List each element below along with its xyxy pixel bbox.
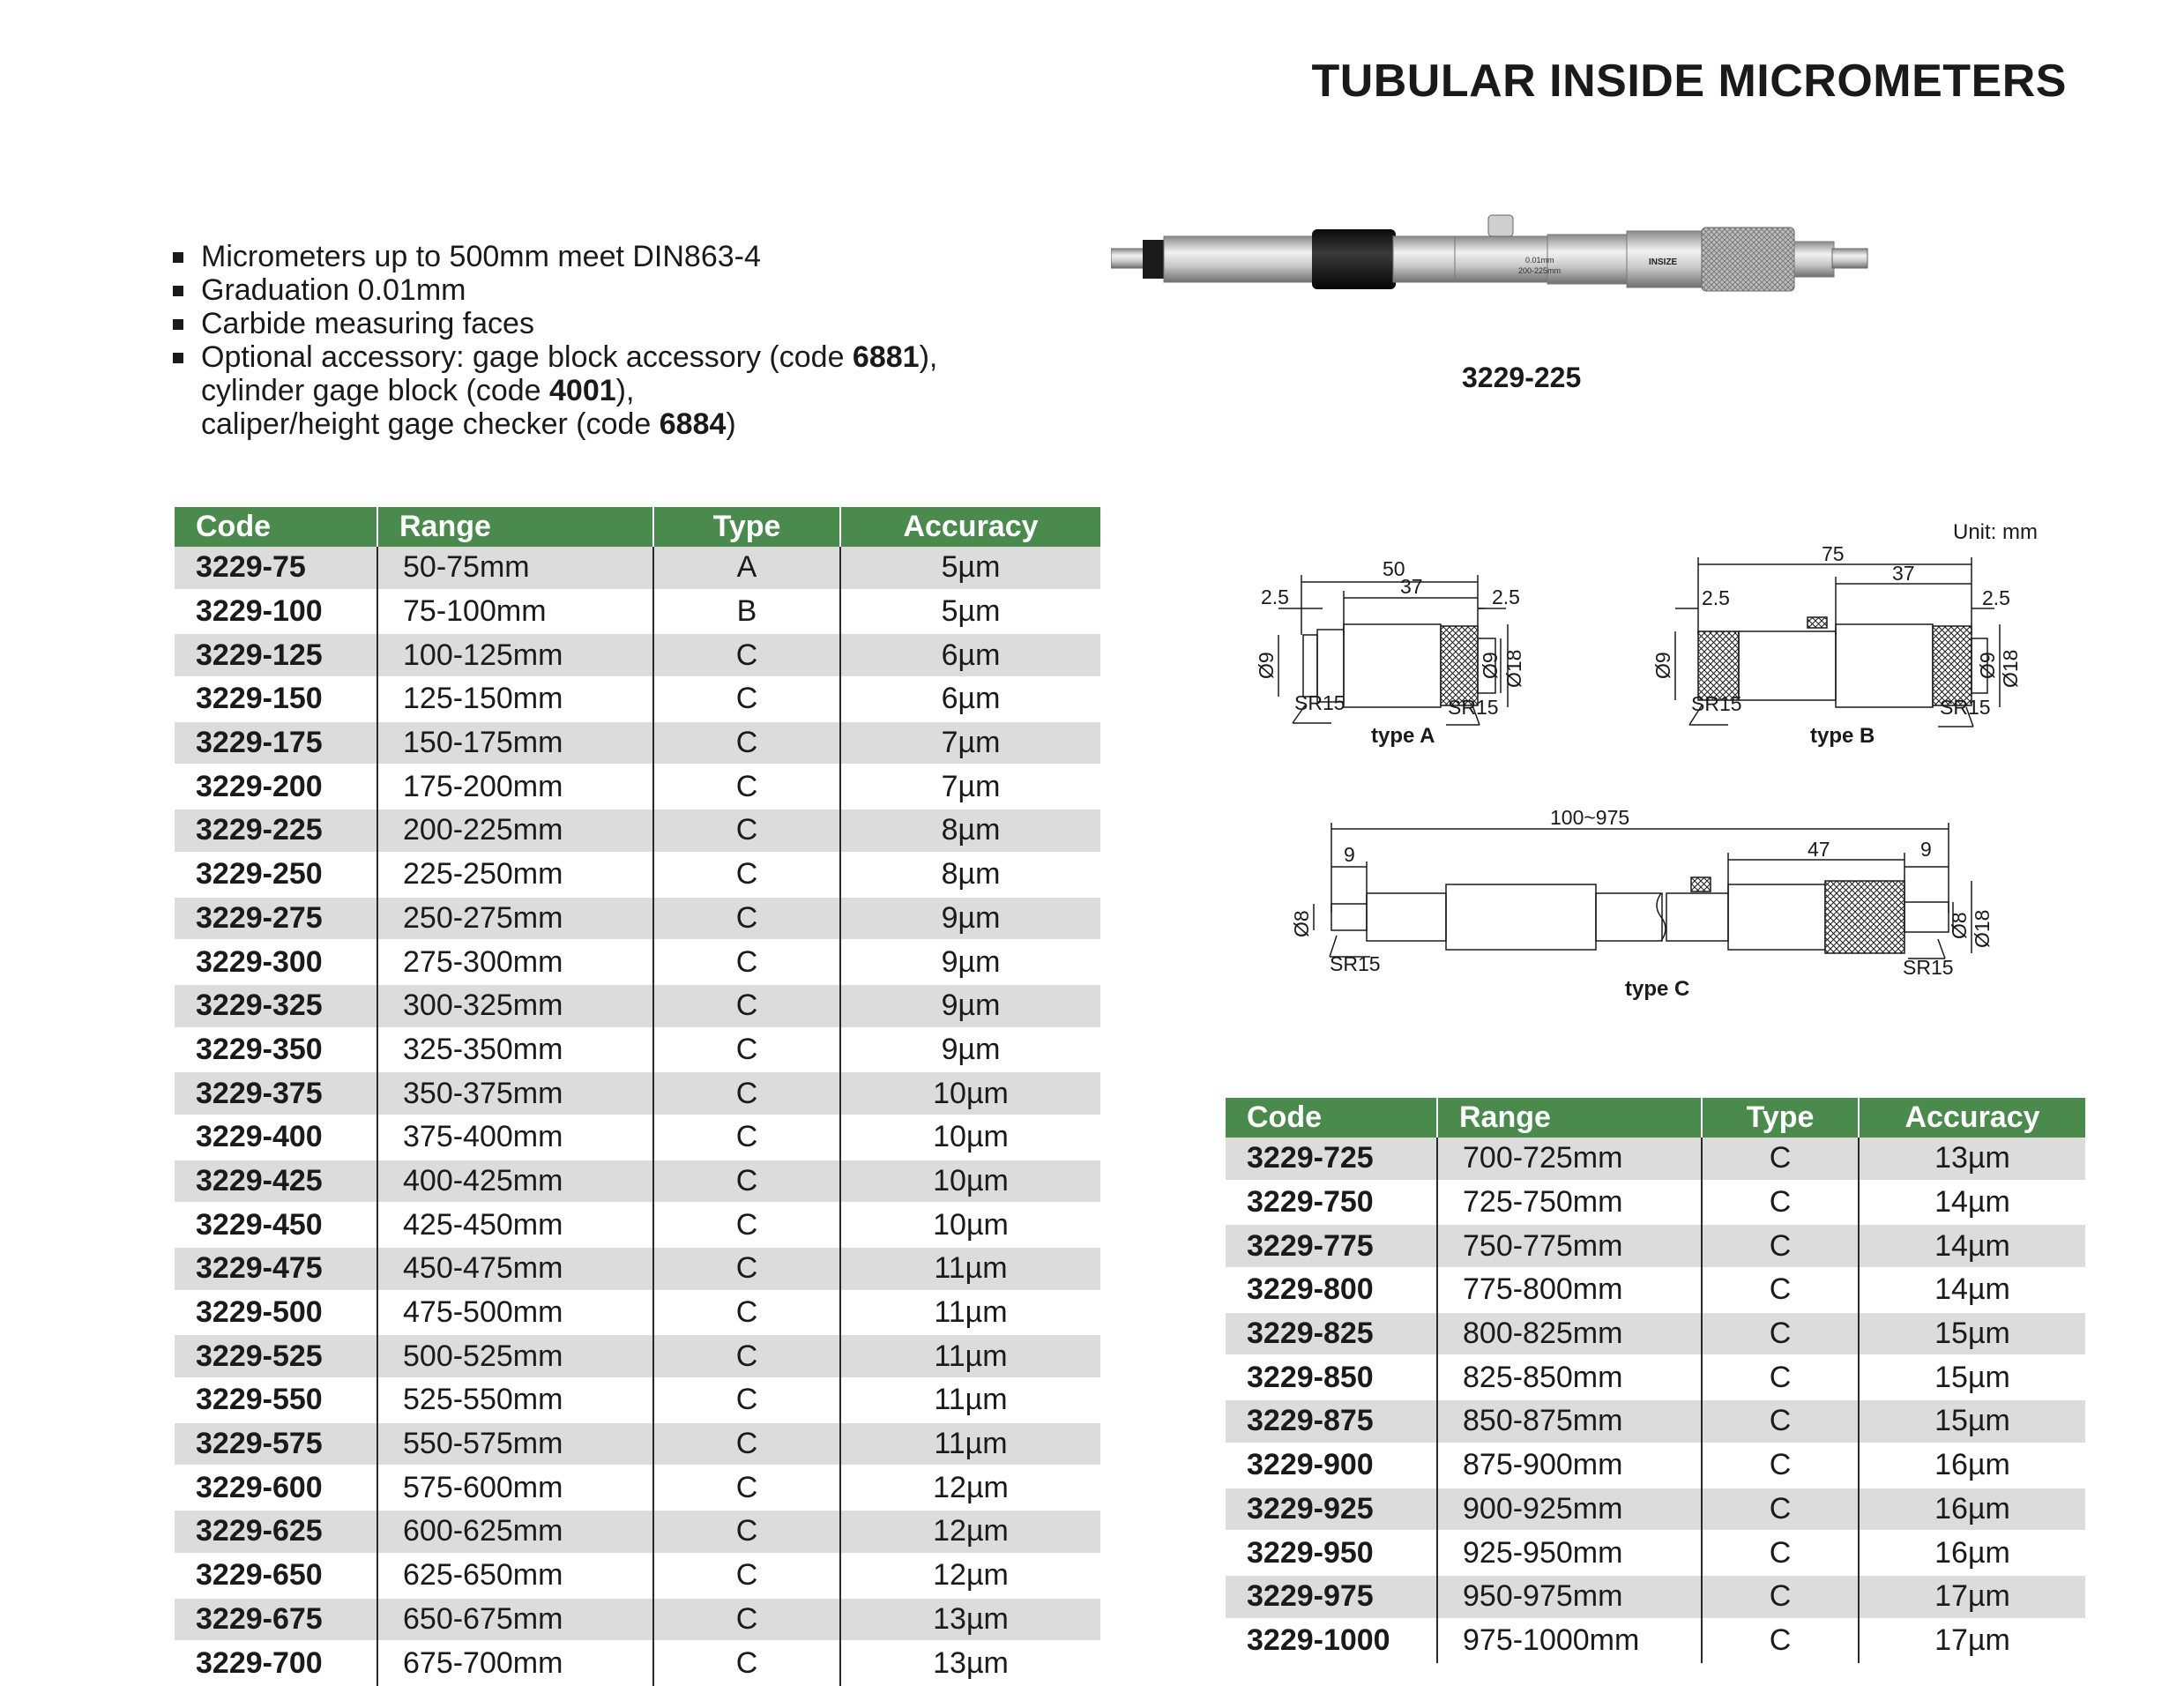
dim-label: SR15	[1448, 696, 1499, 719]
cell-type: B	[653, 590, 840, 634]
dim-label: 9	[1344, 843, 1355, 866]
dim-label: Ø18	[1999, 649, 2022, 688]
cell-accuracy: 16µm	[1859, 1531, 2085, 1575]
cell-range: 525-550mm	[377, 1378, 653, 1422]
table-row	[175, 677, 1100, 721]
accessory-code: 4001	[549, 374, 616, 407]
cell-code: 3229-725	[1226, 1138, 1437, 1181]
table-row	[175, 1115, 1100, 1160]
dim-label: SR15	[1330, 952, 1381, 975]
table-row	[175, 1160, 1100, 1204]
cell-accuracy: 10µm	[840, 1203, 1100, 1247]
dim-label: 2.5	[1492, 586, 1520, 608]
table-row	[175, 1247, 1100, 1291]
cell-range: 625-650mm	[377, 1554, 653, 1598]
cell-type: C	[653, 1115, 840, 1160]
cell-range: 875-900mm	[1437, 1444, 1702, 1488]
header-accuracy: Accuracy	[840, 507, 1100, 547]
cell-type: C	[653, 1071, 840, 1115]
cell-code: 3229-500	[175, 1291, 377, 1335]
cell-type: C	[653, 1028, 840, 1072]
dim-label: Ø8	[1290, 910, 1313, 937]
dim-label: Ø9	[1651, 652, 1674, 679]
cell-code: 3229-925	[1226, 1488, 1437, 1532]
cell-range: 475-500mm	[377, 1291, 653, 1335]
cell-type: C	[1702, 1399, 1859, 1444]
cell-type: C	[653, 1378, 840, 1422]
product-photo	[1111, 203, 1935, 317]
dim-label: SR15	[1294, 691, 1345, 714]
feature-text: Optional accessory: gage block accessory (code	[201, 340, 853, 374]
cell-range: 900-925mm	[1437, 1488, 1702, 1532]
cell-accuracy: 9µm	[840, 897, 1100, 941]
cell-type: C	[653, 633, 840, 677]
dim-label: 75	[1822, 547, 1845, 565]
cell-type: C	[1702, 1268, 1859, 1312]
table-row	[1226, 1312, 2085, 1356]
cell-accuracy: 7µm	[840, 721, 1100, 765]
cell-accuracy: 11µm	[840, 1334, 1100, 1378]
table-row	[175, 897, 1100, 941]
dim-label: 2.5	[1982, 586, 2010, 609]
cell-type: C	[653, 853, 840, 897]
table-row	[175, 1510, 1100, 1554]
cell-code: 3229-525	[175, 1334, 377, 1378]
cell-type: C	[653, 1598, 840, 1642]
cell-accuracy: 16µm	[1859, 1444, 2085, 1488]
table-row	[175, 590, 1100, 634]
dim-label: 37	[1892, 562, 1915, 585]
dim-label: Ø18	[1502, 649, 1525, 688]
cell-code: 3229-75	[175, 547, 377, 590]
cell-type: C	[1702, 1181, 1859, 1225]
photo-caption: 3229-225	[1462, 362, 1582, 393]
feature-text: )	[726, 407, 736, 441]
feature-item	[173, 307, 1055, 340]
table-row	[1226, 1444, 2085, 1488]
cell-accuracy: 14µm	[1859, 1268, 2085, 1312]
dim-label: 47	[1808, 838, 1830, 861]
cell-accuracy: 14µm	[1859, 1224, 2085, 1268]
table-row	[175, 1378, 1100, 1422]
cell-code: 3229-400	[175, 1115, 377, 1160]
cell-accuracy: 9µm	[840, 1028, 1100, 1072]
table-row	[175, 1203, 1100, 1247]
feature-text: cylinder gage block (code	[201, 374, 550, 407]
cell-range: 700-725mm	[1437, 1138, 1702, 1181]
table-row	[175, 1071, 1100, 1115]
cell-code: 3229-650	[175, 1554, 377, 1598]
dim-label: Ø9	[1479, 652, 1502, 679]
table-row	[175, 853, 1100, 897]
header-code: Code	[1226, 1098, 1437, 1138]
cell-accuracy: 14µm	[1859, 1181, 2085, 1225]
cell-range: 850-875mm	[1437, 1399, 1702, 1444]
accessory-code: 6881	[852, 340, 920, 374]
feature-item	[173, 240, 1055, 273]
table-row	[175, 633, 1100, 677]
cell-accuracy: 13µm	[1859, 1138, 2085, 1181]
cell-type: C	[1702, 1488, 1859, 1532]
bullet-icon	[173, 252, 183, 263]
cell-type: C	[653, 1291, 840, 1335]
cell-range: 925-950mm	[1437, 1531, 1702, 1575]
diagram-type-b	[1649, 547, 2054, 758]
dim-label: Ø18	[1971, 909, 1994, 948]
cell-type: C	[653, 1641, 840, 1685]
cell-code: 3229-475	[175, 1247, 377, 1291]
cell-range: 600-625mm	[377, 1510, 653, 1554]
cell-code: 3229-300	[175, 940, 377, 984]
cell-code: 3229-600	[175, 1466, 377, 1510]
cell-accuracy: 6µm	[840, 633, 1100, 677]
cell-code: 3229-100	[175, 590, 377, 634]
feature-text: Carbide measuring faces	[201, 307, 534, 340]
cell-type: C	[1702, 1575, 1859, 1619]
accessory-code: 6884	[659, 407, 727, 441]
table-row	[1226, 1399, 2085, 1444]
dim-label: SR15	[1903, 956, 1954, 979]
cell-type: A	[653, 547, 840, 590]
table-row	[175, 1422, 1100, 1466]
cell-accuracy: 15µm	[1859, 1355, 2085, 1399]
cell-range: 375-400mm	[377, 1115, 653, 1160]
header-type: Type	[653, 507, 840, 547]
diagram-type-a	[1252, 547, 1587, 758]
cell-type: C	[653, 1160, 840, 1204]
cell-accuracy: 12µm	[840, 1466, 1100, 1510]
cell-type: C	[653, 1247, 840, 1291]
cell-range: 350-375mm	[377, 1071, 653, 1115]
cell-accuracy: 17µm	[1859, 1575, 2085, 1619]
table-row	[1226, 1531, 2085, 1575]
cell-accuracy: 17µm	[1859, 1619, 2085, 1663]
feature-item	[173, 273, 1055, 307]
cell-code: 3229-625	[175, 1510, 377, 1554]
table-row	[175, 721, 1100, 765]
dim-label: Ø8	[1948, 912, 1971, 939]
dim-label: 37	[1400, 575, 1423, 598]
cell-range: 225-250mm	[377, 853, 653, 897]
cell-range: 450-475mm	[377, 1247, 653, 1291]
spec-table-left	[175, 507, 1100, 1686]
cell-range: 100-125mm	[377, 633, 653, 677]
cell-code: 3229-675	[175, 1598, 377, 1642]
feature-text: ),	[919, 340, 938, 374]
cell-range: 650-675mm	[377, 1598, 653, 1642]
cell-code: 3229-575	[175, 1422, 377, 1466]
table-row	[175, 1598, 1100, 1642]
header-type: Type	[1702, 1098, 1859, 1138]
cell-accuracy: 9µm	[840, 940, 1100, 984]
cell-range: 75-100mm	[377, 590, 653, 634]
cell-type: C	[653, 897, 840, 941]
cell-code: 3229-375	[175, 1071, 377, 1115]
photo-scale-text: 200-225mm	[1518, 266, 1562, 275]
feature-text: Graduation 0.01mm	[201, 273, 466, 307]
dim-label: 100~975	[1550, 807, 1630, 829]
cell-range: 300-325mm	[377, 984, 653, 1028]
photo-scale-text: 0.01mm	[1525, 256, 1554, 265]
diagram-caption: type B	[1810, 724, 1875, 748]
cell-type: C	[653, 721, 840, 765]
cell-code: 3229-125	[175, 633, 377, 677]
dim-label: 2.5	[1261, 586, 1289, 608]
cell-type: C	[1702, 1444, 1859, 1488]
cell-code: 3229-325	[175, 984, 377, 1028]
cell-code: 3229-425	[175, 1160, 377, 1204]
cell-range: 975-1000mm	[1437, 1619, 1702, 1663]
dim-label: 2.5	[1702, 586, 1730, 609]
bullet-icon	[173, 353, 183, 363]
cell-type: C	[1702, 1312, 1859, 1356]
table-row	[175, 984, 1100, 1028]
cell-type: C	[1702, 1355, 1859, 1399]
cell-accuracy: 13µm	[840, 1641, 1100, 1685]
table-header-row	[1226, 1098, 2085, 1138]
diagram-caption: type C	[1625, 977, 1690, 1001]
table-row	[1226, 1224, 2085, 1268]
dim-label: Ø9	[1976, 652, 1999, 679]
bullet-icon	[173, 319, 183, 330]
cell-type: C	[653, 1466, 840, 1510]
cell-code: 3229-775	[1226, 1224, 1437, 1268]
cell-code: 3229-350	[175, 1028, 377, 1072]
header-code: Code	[175, 507, 377, 547]
dim-label: SR15	[1691, 692, 1742, 715]
cell-accuracy: 16µm	[1859, 1488, 2085, 1532]
cell-type: C	[653, 809, 840, 853]
cell-code: 3229-550	[175, 1378, 377, 1422]
table-row	[175, 1028, 1100, 1072]
table-row	[1226, 1138, 2085, 1181]
table-row	[175, 1641, 1100, 1685]
cell-code: 3229-175	[175, 721, 377, 765]
cell-range: 800-825mm	[1437, 1312, 1702, 1356]
cell-accuracy: 11µm	[840, 1422, 1100, 1466]
cell-type: C	[653, 1554, 840, 1598]
brand-logo: INSIZE	[1649, 257, 1678, 267]
cell-code: 3229-150	[175, 677, 377, 721]
cell-type: C	[653, 984, 840, 1028]
cell-code: 3229-875	[1226, 1399, 1437, 1444]
header-range: Range	[1437, 1098, 1702, 1138]
cell-accuracy: 12µm	[840, 1554, 1100, 1598]
cell-accuracy: 9µm	[840, 984, 1100, 1028]
header-range: Range	[377, 507, 653, 547]
cell-code: 3229-700	[175, 1641, 377, 1685]
cell-type: C	[653, 940, 840, 984]
feature-list	[173, 240, 1055, 441]
cell-range: 125-150mm	[377, 677, 653, 721]
cell-range: 950-975mm	[1437, 1575, 1702, 1619]
unit-note: Unit: mm	[1953, 520, 2038, 544]
cell-range: 500-525mm	[377, 1334, 653, 1378]
cell-code: 3229-950	[1226, 1531, 1437, 1575]
cell-accuracy: 10µm	[840, 1160, 1100, 1204]
cell-accuracy: 15µm	[1859, 1399, 2085, 1444]
cell-code: 3229-225	[175, 809, 377, 853]
cell-accuracy: 8µm	[840, 809, 1100, 853]
cell-code: 3229-750	[1226, 1181, 1437, 1225]
cell-accuracy: 10µm	[840, 1115, 1100, 1160]
table-row	[1226, 1488, 2085, 1532]
cell-code: 3229-450	[175, 1203, 377, 1247]
feature-item	[173, 340, 1055, 441]
cell-range: 200-225mm	[377, 809, 653, 853]
cell-range: 725-750mm	[1437, 1181, 1702, 1225]
table-row	[1226, 1619, 2085, 1663]
cell-type: C	[1702, 1138, 1859, 1181]
table-row	[175, 765, 1100, 809]
dim-label: 50	[1383, 557, 1405, 580]
cell-range: 400-425mm	[377, 1160, 653, 1204]
cell-accuracy: 6µm	[840, 677, 1100, 721]
cell-range: 750-775mm	[1437, 1224, 1702, 1268]
cell-accuracy: 11µm	[840, 1378, 1100, 1422]
cell-range: 825-850mm	[1437, 1355, 1702, 1399]
cell-accuracy: 11µm	[840, 1247, 1100, 1291]
table-row	[175, 1291, 1100, 1335]
cell-range: 550-575mm	[377, 1422, 653, 1466]
cell-range: 325-350mm	[377, 1028, 653, 1072]
cell-code: 3229-275	[175, 897, 377, 941]
table-row	[175, 809, 1100, 853]
cell-type: C	[1702, 1224, 1859, 1268]
cell-code: 3229-825	[1226, 1312, 1437, 1356]
table-row	[1226, 1355, 2085, 1399]
feature-text: Micrometers up to 500mm meet DIN863-4	[201, 240, 761, 273]
cell-accuracy: 10µm	[840, 1071, 1100, 1115]
table-row	[175, 1334, 1100, 1378]
cell-type: C	[653, 677, 840, 721]
cell-range: 575-600mm	[377, 1466, 653, 1510]
cell-range: 275-300mm	[377, 940, 653, 984]
feature-text: ),	[615, 374, 635, 407]
cell-range: 425-450mm	[377, 1203, 653, 1247]
feature-text: caliper/height gage checker (code	[201, 407, 660, 441]
diagram-caption: type A	[1371, 724, 1435, 748]
dim-label: SR15	[1940, 696, 1991, 719]
cell-accuracy: 5µm	[840, 590, 1100, 634]
cell-type: C	[653, 1422, 840, 1466]
cell-accuracy: 8µm	[840, 853, 1100, 897]
cell-accuracy: 5µm	[840, 547, 1100, 590]
cell-range: 175-200mm	[377, 765, 653, 809]
dim-label: Ø9	[1255, 652, 1278, 679]
cell-accuracy: 13µm	[840, 1598, 1100, 1642]
table-row	[1226, 1575, 2085, 1619]
table-header-row	[175, 507, 1100, 547]
cell-type: C	[653, 1334, 840, 1378]
cell-range: 150-175mm	[377, 721, 653, 765]
cell-range: 250-275mm	[377, 897, 653, 941]
cell-code: 3229-250	[175, 853, 377, 897]
table-row	[1226, 1181, 2085, 1225]
table-row	[175, 1554, 1100, 1598]
cell-code: 3229-800	[1226, 1268, 1437, 1312]
cell-type: C	[653, 1510, 840, 1554]
cell-code: 3229-1000	[1226, 1619, 1437, 1663]
dim-label: 9	[1920, 838, 1932, 861]
cell-type: C	[1702, 1619, 1859, 1663]
cell-type: C	[653, 1203, 840, 1247]
page-title: TUBULAR INSIDE MICROMETERS	[1311, 56, 2067, 107]
table-row	[175, 940, 1100, 984]
table-row	[175, 547, 1100, 590]
cell-range: 50-75mm	[377, 547, 653, 590]
cell-accuracy: 15µm	[1859, 1312, 2085, 1356]
bullet-icon	[173, 286, 183, 296]
cell-type: C	[1702, 1531, 1859, 1575]
cell-accuracy: 12µm	[840, 1510, 1100, 1554]
diagram-type-c	[1287, 807, 2037, 1010]
cell-code: 3229-850	[1226, 1355, 1437, 1399]
cell-code: 3229-975	[1226, 1575, 1437, 1619]
cell-type: C	[653, 765, 840, 809]
table-row	[175, 1466, 1100, 1510]
cell-accuracy: 11µm	[840, 1291, 1100, 1335]
cell-code: 3229-900	[1226, 1444, 1437, 1488]
table-row	[1226, 1268, 2085, 1312]
header-accuracy: Accuracy	[1859, 1098, 2085, 1138]
spec-table-right	[1226, 1098, 2085, 1663]
cell-accuracy: 7µm	[840, 765, 1100, 809]
cell-range: 775-800mm	[1437, 1268, 1702, 1312]
cell-range: 675-700mm	[377, 1641, 653, 1685]
cell-code: 3229-200	[175, 765, 377, 809]
